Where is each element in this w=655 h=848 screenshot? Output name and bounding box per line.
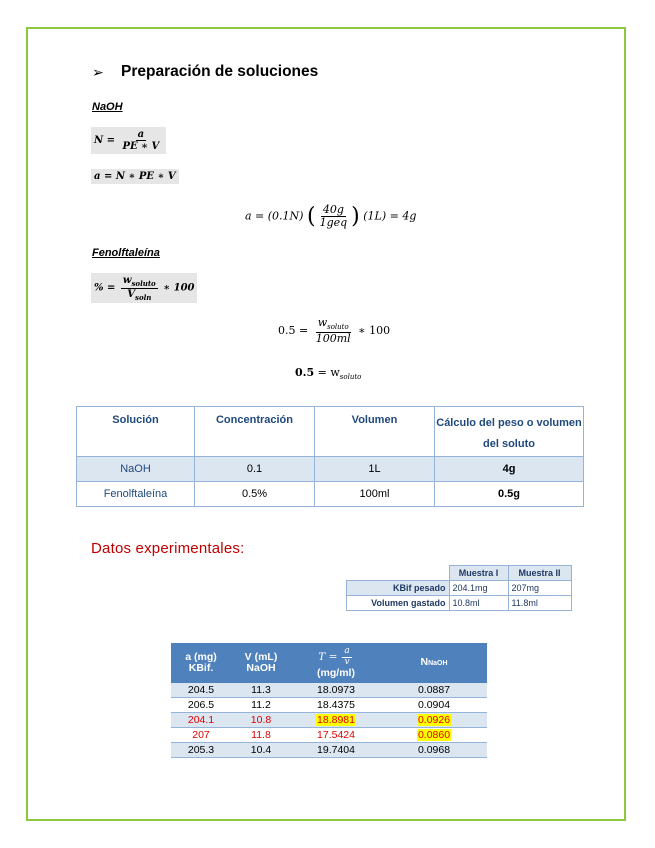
highlighted-value: 0.0926 [417, 714, 451, 726]
table-row [347, 581, 572, 596]
table-cell: 0.5g [435, 482, 584, 507]
percent-denominator-sub: soln [135, 292, 152, 302]
table-cell: 206.5 [171, 698, 231, 713]
datos-title: Datos experimentales: [91, 540, 245, 557]
calc-lhs: a = (0.1N) [245, 209, 304, 223]
table-header-row [171, 643, 487, 683]
calc-numerator: 40g [322, 203, 344, 216]
header-text: V (mL) [244, 650, 278, 663]
fenol-calculation [278, 317, 390, 345]
table-header-row [347, 566, 572, 581]
table-cell: 10.8ml [449, 596, 508, 611]
table-cell: 4g [435, 457, 584, 482]
fenol-calc-num-sub: soluto [327, 323, 349, 332]
col-header-a [171, 643, 231, 683]
samples-table [346, 565, 572, 611]
table-cell: 204.5 [171, 683, 231, 698]
table-cell [381, 728, 487, 743]
table-cell: 207mg [508, 581, 571, 596]
header-text: a (mg) [185, 650, 217, 663]
header-text: v [344, 656, 350, 667]
percent-rhs: ∗ 100 [163, 282, 195, 294]
table-cell: 0.0904 [381, 698, 487, 713]
col-header-volumen: Volumen [315, 407, 435, 457]
col-header-muestra-2: Muestra II [508, 566, 571, 581]
col-header-n [381, 643, 487, 683]
mass-formula: a = N ∗ PE ∗ V [91, 169, 179, 184]
table-row [347, 596, 572, 611]
normality-formula [91, 127, 166, 154]
arrow-bullet-icon: ➢ [92, 64, 104, 80]
calc-rhs: (1L) = 4g [363, 209, 417, 223]
fenol-calc-num: w [317, 316, 328, 329]
section-heading: Preparación de soluciones [121, 63, 319, 80]
table-cell: Fenolftaleína [77, 482, 195, 507]
table-row [171, 713, 487, 728]
table-cell: 0.1 [195, 457, 315, 482]
table-cell: 11.2 [231, 698, 291, 713]
row-label-volumen: Volumen gastado [347, 596, 450, 611]
header-text: N [420, 656, 429, 669]
col-header-solucion: Solución [77, 407, 195, 457]
fenol-subtitle: Fenolftaleína [92, 247, 160, 259]
table-cell: 1L [315, 457, 435, 482]
percent-numerator-sub: soluto [131, 279, 156, 288]
table-cell: 0.0968 [381, 743, 487, 758]
table-cell: 17.5424 [291, 728, 381, 743]
formula-lhs: N = [94, 135, 116, 146]
percent-formula [91, 273, 197, 303]
table-cell [291, 713, 381, 728]
table-cell: 10.4 [231, 743, 291, 758]
highlighted-value: 18.8981 [317, 714, 355, 726]
table-row [171, 728, 487, 743]
table-cell: 11.3 [231, 683, 291, 698]
table-cell: 10.8 [231, 713, 291, 728]
percent-lhs: % = [94, 282, 116, 294]
col-header-muestra-1: Muestra I [449, 566, 508, 581]
fenol-result [295, 366, 361, 381]
table-cell: 207 [171, 728, 231, 743]
col-header-t [291, 643, 381, 683]
highlighted-value: 0.0860 [417, 729, 451, 741]
table-cell [381, 713, 487, 728]
table-cell: 204.1mg [449, 581, 508, 596]
naoh-subtitle: NaOH [92, 101, 123, 113]
table-row [171, 683, 487, 698]
result-equals: = w [314, 366, 340, 379]
table-header-row [77, 407, 584, 457]
fenol-calc-rhs: ∗ 100 [358, 323, 391, 337]
table-cell: 0.5% [195, 482, 315, 507]
titration-table [171, 643, 487, 758]
table-cell: 204.1 [171, 713, 231, 728]
table-cell: 18.0973 [291, 683, 381, 698]
table-cell: 100ml [315, 482, 435, 507]
header-text: NaOH [428, 660, 448, 668]
table-cell: 19.7404 [291, 743, 381, 758]
table-row [77, 482, 584, 507]
header-text: KBif. [188, 662, 214, 674]
header-text: NaOH [246, 662, 276, 674]
table-cell: 18.4375 [291, 698, 381, 713]
naoh-calculation: a = (0.1N) ( $\frac{40g}{\text{1geq}}$ ) (1L) = 4g [245, 203, 417, 230]
table-cell: NaOH [77, 457, 195, 482]
formula-denominator: PE ∗ V [122, 141, 160, 152]
fenol-calc-den: 100ml [315, 331, 351, 345]
blank-cell [347, 566, 450, 581]
header-text: a [344, 646, 350, 657]
col-header-concentracion: Concentración [195, 407, 315, 457]
result-value: 0.5 [295, 366, 315, 379]
header-text: (mg/ml) [317, 666, 355, 679]
header-text: T = [318, 651, 338, 664]
table-cell: 11.8ml [508, 596, 571, 611]
table-row [77, 457, 584, 482]
formula-numerator: a [137, 129, 145, 140]
solutions-table [76, 406, 584, 507]
table-cell: 205.3 [171, 743, 231, 758]
fenol-calc-lhs: 0.5 = [278, 323, 309, 337]
col-header-v [231, 643, 291, 683]
table-cell: 0.0887 [381, 683, 487, 698]
percent-numerator: w [122, 275, 132, 286]
table-cell: 11.8 [231, 728, 291, 743]
calc-denominator: 1geq [319, 216, 348, 230]
col-header-calculo: Cálculo del peso o volumen del soluto [435, 407, 584, 457]
table-row [171, 698, 487, 713]
result-sub: soluto [339, 373, 362, 382]
table-row [171, 743, 487, 758]
percent-denominator: V [127, 288, 135, 300]
row-label-kbif: KBif pesado [347, 581, 450, 596]
